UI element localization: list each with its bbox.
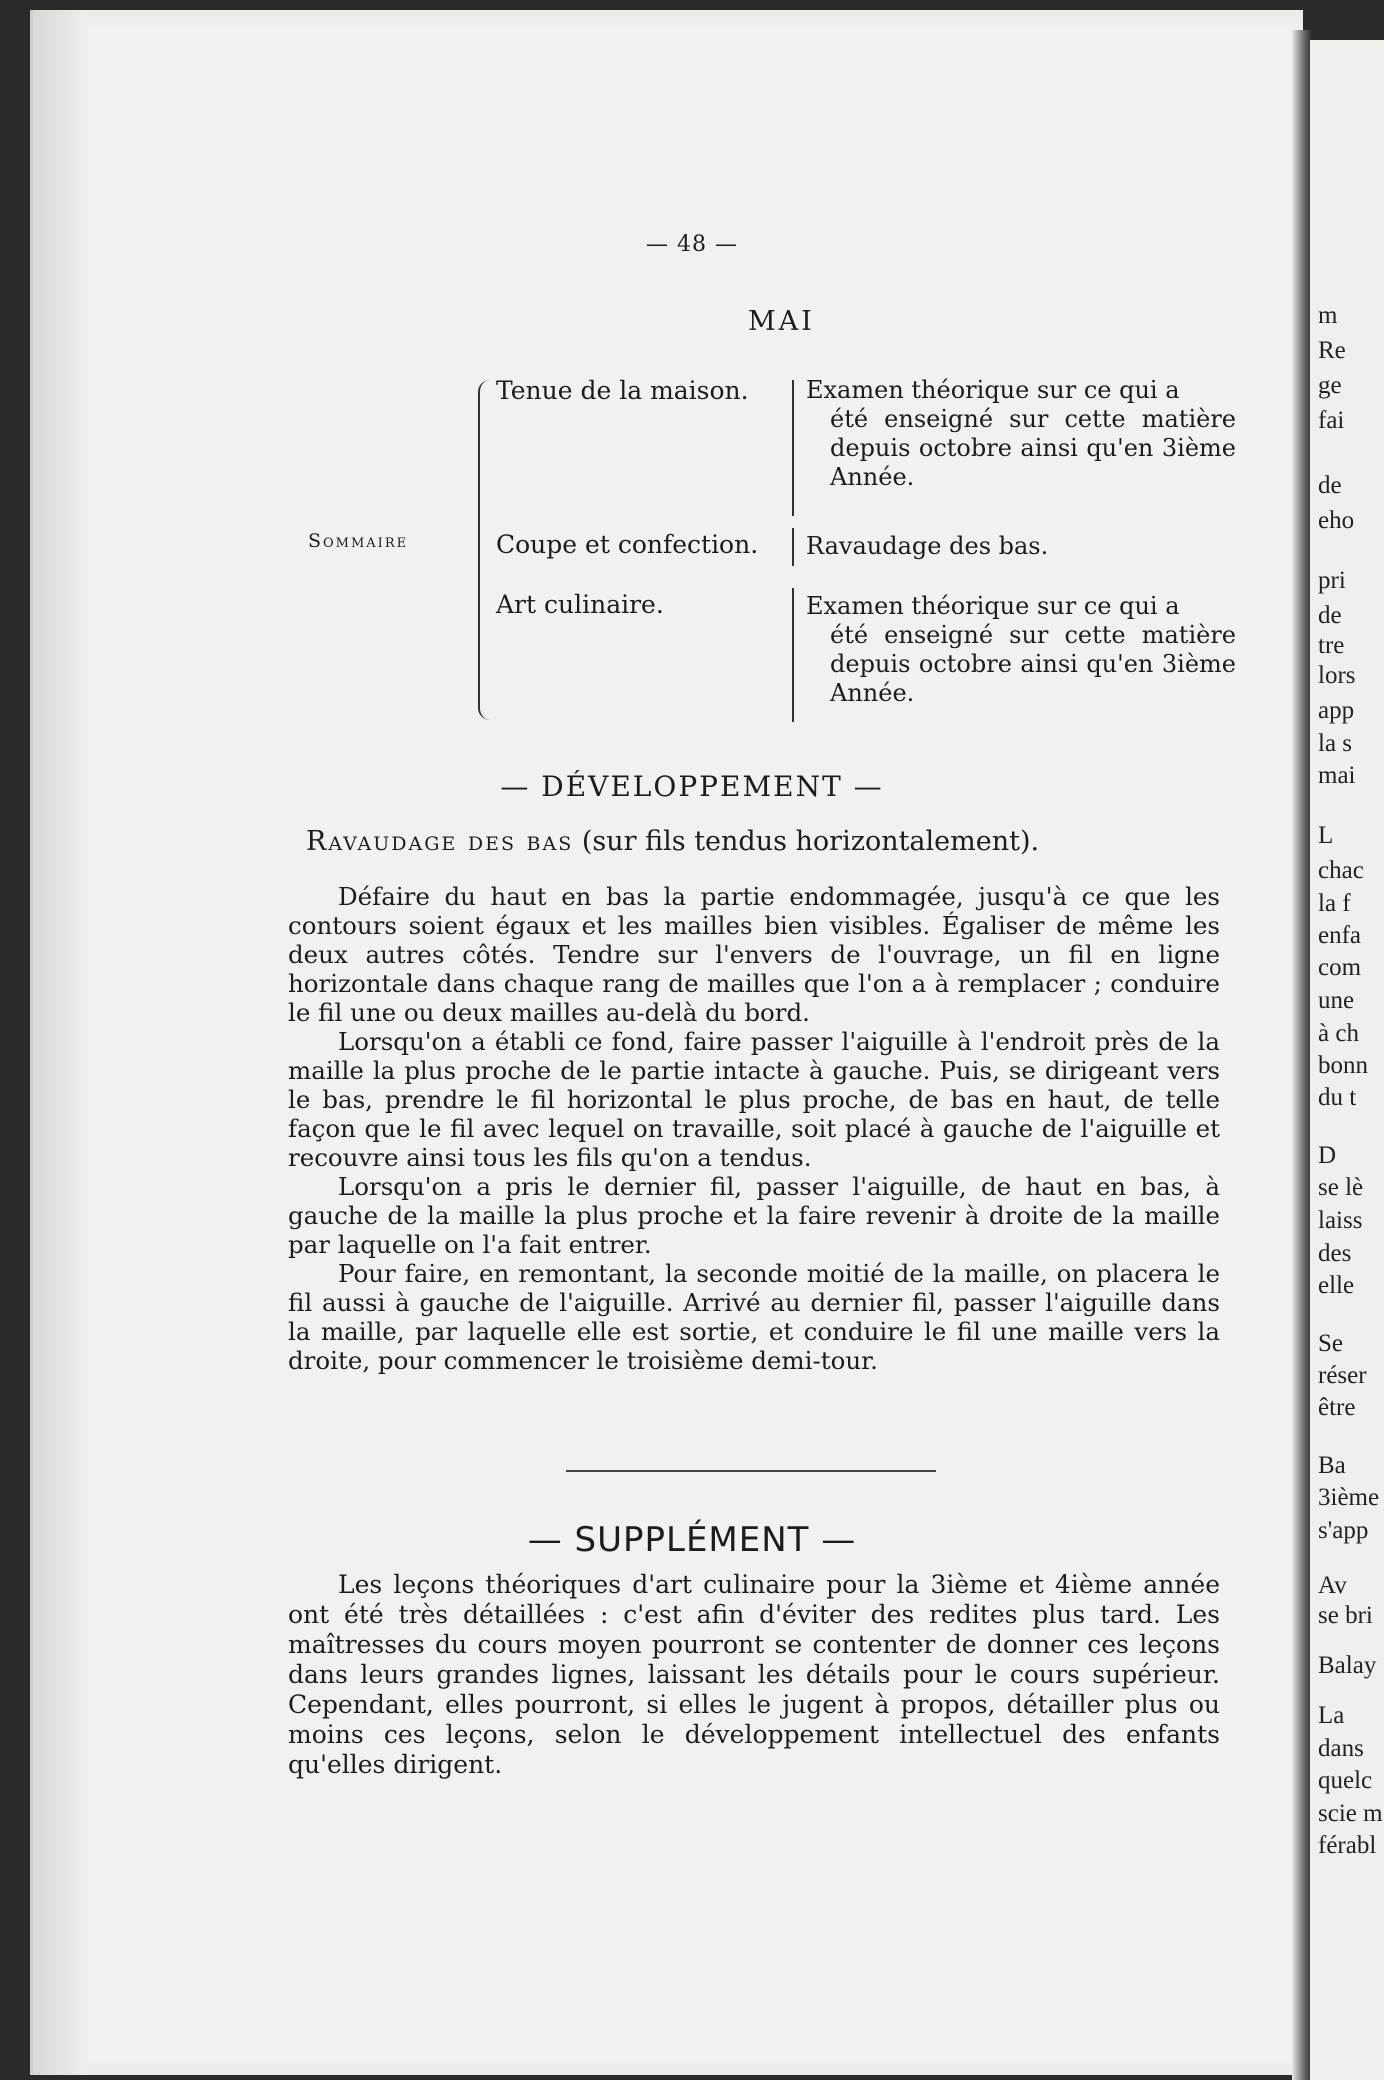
facing-page-fragment: fai (1318, 407, 1345, 434)
page-number: — 48 — (646, 232, 738, 257)
subtitle-smallcaps: Ravaudage des bas (306, 826, 574, 857)
book-gutter (1292, 30, 1312, 2080)
facing-page-fragment: chac (1318, 857, 1364, 884)
facing-page-fragment: se lè (1318, 1174, 1364, 1201)
facing-page-fragment: La (1318, 1702, 1345, 1729)
summary-description (806, 376, 1236, 492)
facing-page-fragment: mai (1318, 762, 1356, 789)
facing-page-fragment: lors (1318, 662, 1356, 689)
summary-divider (792, 588, 794, 722)
facing-page-fragment: de (1318, 472, 1342, 499)
summary-topic: Tenue de la maison. (496, 376, 749, 405)
facing-page-fragment: com (1318, 954, 1362, 981)
facing-page-fragment: m (1318, 302, 1338, 329)
paragraph: Lorsqu'on a pris le dernier fil, passer l'aiguille, de haut en bas, à gauche de la maille la plus proche et la faire revenir à droite de la maille par laquelle on l'a fait entrer. (288, 1172, 1220, 1259)
facing-page-fragment: du t (1318, 1084, 1357, 1111)
page-edge (33, 10, 88, 2075)
facing-page-fragment: D (1318, 1142, 1337, 1169)
development-body (288, 882, 1220, 1375)
facing-page-fragment: 3ième (1318, 1484, 1380, 1511)
facing-page-fragment: Balay (1318, 1652, 1377, 1679)
summary-description-line: été enseigné sur cette matière depuis octobre ainsi qu'en 3ième Année. (830, 405, 1236, 491)
facing-page-fragment: bonn (1318, 1052, 1368, 1079)
summary-brace (478, 380, 490, 720)
facing-page-fragment: elle (1318, 1272, 1355, 1299)
summary-description-line: Examen théorique sur ce qui a (806, 376, 1180, 404)
facing-page-fragment: ge (1318, 372, 1342, 399)
section-divider (566, 1470, 936, 1472)
facing-page-fragment: la f (1318, 890, 1351, 917)
facing-page-fragment: Re (1318, 337, 1346, 364)
summary-description-line: Examen théorique sur ce qui a (806, 592, 1180, 620)
facing-page-fragment: L (1318, 822, 1334, 849)
summary-description (806, 532, 1236, 561)
summary-topic: Art culinaire. (496, 590, 664, 619)
facing-page (1310, 40, 1384, 2080)
facing-page-fragment: enfa (1318, 922, 1362, 949)
summary-topic: Coupe et confection. (496, 530, 759, 559)
facing-page-fragment: Se (1318, 1330, 1343, 1357)
facing-page-fragment: férabl (1318, 1832, 1377, 1859)
facing-page-fragment: scie m (1318, 1800, 1383, 1827)
summary-divider (792, 380, 794, 516)
facing-page-fragment: être (1318, 1394, 1356, 1421)
section-subtitle (306, 826, 1039, 857)
facing-page-fragment: dans (1318, 1735, 1364, 1762)
facing-page-fragment: de (1318, 602, 1342, 629)
facing-page-fragment: quelc (1318, 1767, 1373, 1794)
summary-description-line: été enseigné sur cette matière depuis octobre ainsi qu'en 3ième Année. (830, 621, 1236, 707)
paragraph: Pour faire, en remontant, la seconde moitié de la maille, on placera le fil aussi à gauche de l'aiguille. Arrivé au dernier fil, passer l'aiguille dans la maille, par laquelle elle est sortie, et conduire le fil une maille vers la droite, pour commencer le troisième demi-tour. (288, 1259, 1220, 1375)
facing-page-fragment: à ch (1318, 1020, 1359, 1047)
facing-page-fragment: une (1318, 987, 1355, 1014)
facing-page-fragment: pri (1318, 567, 1346, 594)
month-title: MAI (748, 306, 815, 337)
subtitle-rest: (sur fils tendus horizontalement). (573, 826, 1040, 857)
summary-label: Sommaire (308, 530, 409, 552)
paragraph: Les leçons théoriques d'art culinaire pour la 3ième et 4ième année ont été très détaillées : c'est afin d'éviter des redites plus tard. Les maîtresses du cours moyen pourront se contenter de donner ces leçons dans leurs grandes lignes, laissant les détails pour le cours supérieur. Cependant, elles pourront, si elles le jugent à propos, détailler plus ou moins ces leçons, selon le développement intellectuel des enfants qu'elles dirigent. (288, 1570, 1220, 1779)
supplement-heading: — SUPPLÉMENT — (527, 1520, 857, 1560)
facing-page-fragment: des (1318, 1240, 1352, 1267)
facing-page-fragment: la s (1318, 730, 1353, 757)
facing-page-fragment: Av (1318, 1572, 1347, 1599)
summary-divider (792, 528, 794, 566)
development-heading: — DÉVELOPPEMENT — (500, 770, 884, 803)
paragraph: Défaire du haut en bas la partie endommagée, jusqu'à ce que les contours soient égaux et les mailles bien visibles. Égaliser de même les deux autres côtés. Tendre sur l'envers de l'ouvrage, un fil en ligne horizontale dans chaque rang de mailles que l'on a à remplacer ; conduire le fil une ou deux mailles au-delà du bord. (288, 882, 1220, 1027)
facing-page-fragment: laiss (1318, 1207, 1363, 1234)
facing-page-fragment: app (1318, 697, 1355, 724)
facing-page-fragment: Ba (1318, 1452, 1346, 1479)
facing-page-fragment: réser (1318, 1362, 1367, 1389)
paragraph: Lorsqu'on a établi ce fond, faire passer l'aiguille à l'endroit près de la maille la plus proche de le partie intacte à gauche. Puis, se dirigeant vers le bas, prendre le fil horizontal le plus proche, de bas en haut, de telle façon que le fil avec lequel on travaille, soit placé à gauche de l'aiguille et recouvre ainsi tous les fils qu'on a tendus. (288, 1027, 1220, 1172)
supplement-body (288, 1570, 1220, 1780)
summary-description-line: Ravaudage des bas. (806, 532, 1049, 560)
facing-page-fragment: se bri (1318, 1602, 1373, 1629)
facing-page-fragment: tre (1318, 632, 1345, 659)
facing-page-fragment: eho (1318, 507, 1355, 534)
facing-page-fragment: s'app (1318, 1517, 1369, 1544)
summary-description (806, 592, 1236, 708)
